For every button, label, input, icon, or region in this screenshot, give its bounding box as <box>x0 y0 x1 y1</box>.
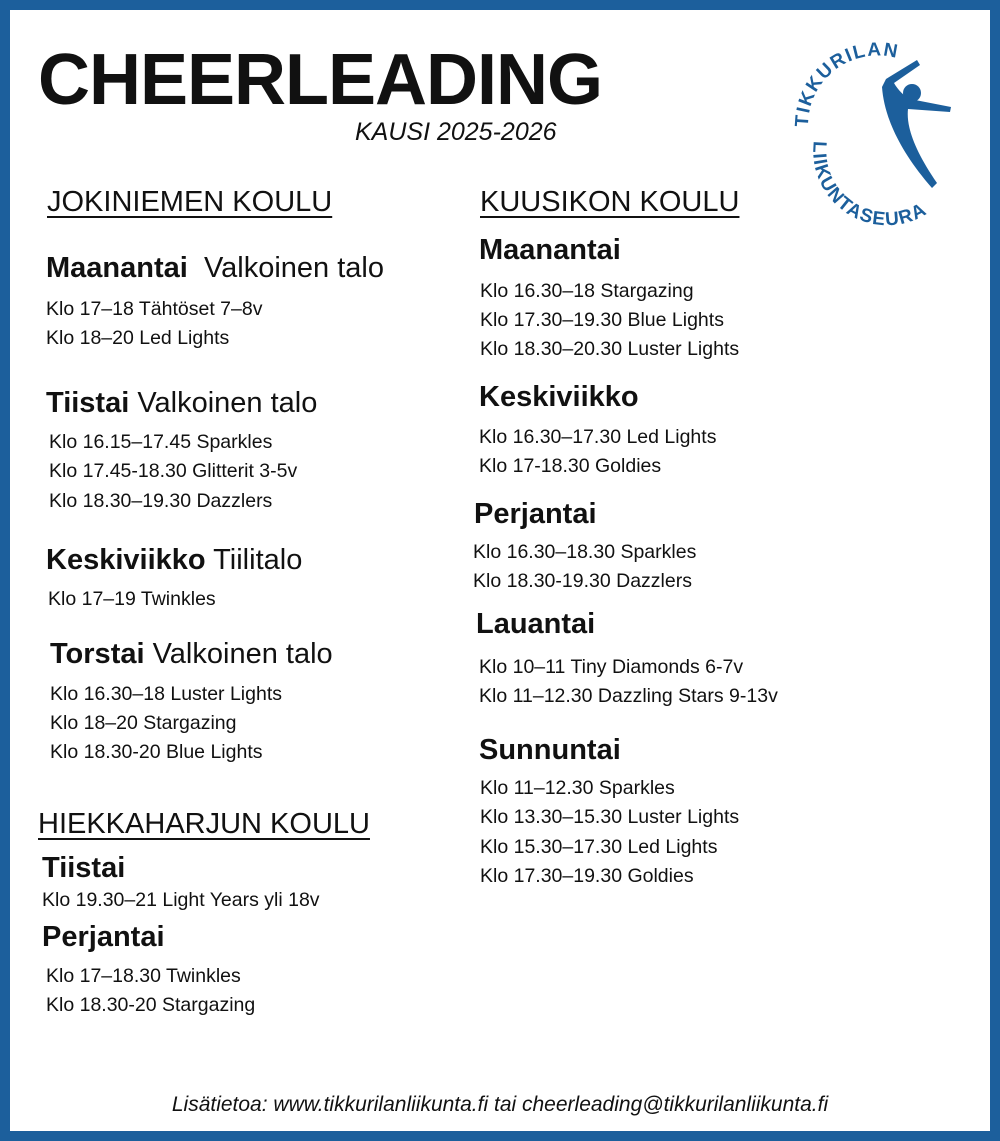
day-name: Lauantai <box>476 608 596 640</box>
schedule-poster <box>10 10 990 1131</box>
schedule-slot: Klo 19.30–21 Light Years yli 18v <box>42 889 320 911</box>
day-heading-hiekkaharju-friday <box>42 921 165 954</box>
day-name: Maanantai <box>479 234 621 266</box>
logo-text-bottom: LIIKUNTASEURA <box>808 140 931 230</box>
school-heading-jokiniemi: JOKINIEMEN KOULU <box>47 186 333 218</box>
schedule-slot: Klo 16.30–18 Stargazing <box>480 280 694 302</box>
venue-name: Valkoinen talo <box>137 387 318 419</box>
schedule-slot: Klo 17–18.30 Twinkles <box>46 965 241 987</box>
logo-text-top: TIKKURILAN <box>791 39 901 128</box>
school-heading-hiekkaharju: HIEKKAHARJUN KOULU <box>38 808 370 840</box>
day-heading-kuusikko-monday <box>479 234 621 267</box>
venue-name: Tiilitalo <box>213 544 303 576</box>
schedule-slot: Klo 18.30–19.30 Dazzlers <box>49 490 273 512</box>
day-name: Tiistai <box>46 387 130 419</box>
page-title: CHEERLEADING <box>38 40 603 120</box>
day-name: Maanantai <box>46 252 188 284</box>
schedule-slot: Klo 16.30–18 Luster Lights <box>50 683 283 705</box>
day-name: Sunnuntai <box>479 734 621 766</box>
day-heading-jokiniemi-tuesday <box>46 387 317 420</box>
club-logo <box>780 25 970 230</box>
schedule-slot: Klo 17–18 Tähtöset 7–8v <box>46 298 263 320</box>
schedule-slot: Klo 11–12.30 Dazzling Stars 9-13v <box>479 685 778 707</box>
day-name: Keskiviikko <box>479 381 639 413</box>
schedule-slot: Klo 18.30-20 Blue Lights <box>50 741 263 763</box>
day-name: Perjantai <box>42 921 165 953</box>
schedule-slot: Klo 18–20 Led Lights <box>46 327 230 349</box>
day-heading-kuusikko-wednesday <box>479 381 639 414</box>
venue-name: Valkoinen talo <box>152 638 333 670</box>
schedule-slot: Klo 16.30–17.30 Led Lights <box>479 426 717 448</box>
schedule-slot: Klo 10–11 Tiny Diamonds 6-7v <box>479 656 744 678</box>
day-heading-jokiniemi-thursday <box>50 638 333 671</box>
venue-name: Valkoinen talo <box>203 252 384 284</box>
footer-contact-info: Lisätietoa: www.tikkurilanliikunta.fi tai cheerleading@tikkurilanliikunta.fi <box>171 1093 829 1116</box>
schedule-slot: Klo 17.45-18.30 Glitterit 3-5v <box>49 460 298 482</box>
schedule-slot: Klo 11–12.30 Sparkles <box>480 777 675 799</box>
schedule-slot: Klo 13.30–15.30 Luster Lights <box>480 806 740 828</box>
schedule-slot: Klo 18.30-20 Stargazing <box>46 994 256 1016</box>
day-heading-kuusikko-sunday <box>479 734 621 767</box>
schedule-slot: Klo 17–19 Twinkles <box>48 588 216 610</box>
day-heading-kuusikko-friday <box>474 498 597 531</box>
schedule-slot: Klo 17.30–19.30 Blue Lights <box>480 309 724 331</box>
day-heading-jokiniemi-wednesday <box>46 544 302 577</box>
schedule-slot: Klo 16.30–18.30 Sparkles <box>473 541 697 563</box>
schedule-slot: Klo 16.15–17.45 Sparkles <box>49 431 273 453</box>
school-heading-kuusikko: KUUSIKON KOULU <box>480 186 740 218</box>
day-name: Perjantai <box>474 498 597 530</box>
day-heading-jokiniemi-monday <box>46 252 384 285</box>
day-name: Tiistai <box>42 852 126 884</box>
day-name: Torstai <box>50 638 145 670</box>
schedule-slot: Klo 18–20 Stargazing <box>50 712 237 734</box>
schedule-slot: Klo 15.30–17.30 Led Lights <box>480 836 718 858</box>
day-heading-hiekkaharju-tuesday <box>42 852 125 885</box>
cheerleader-figure-icon <box>882 60 951 188</box>
day-heading-kuusikko-saturday <box>476 608 595 641</box>
schedule-slot: Klo 18.30-19.30 Dazzlers <box>473 570 692 592</box>
schedule-slot: Klo 17.30–19.30 Goldies <box>480 865 694 887</box>
season-label: KAUSI 2025-2026 <box>355 118 557 146</box>
schedule-slot: Klo 18.30–20.30 Luster Lights <box>480 338 740 360</box>
day-name: Keskiviikko <box>46 544 206 576</box>
schedule-slot: Klo 17-18.30 Goldies <box>479 455 662 477</box>
